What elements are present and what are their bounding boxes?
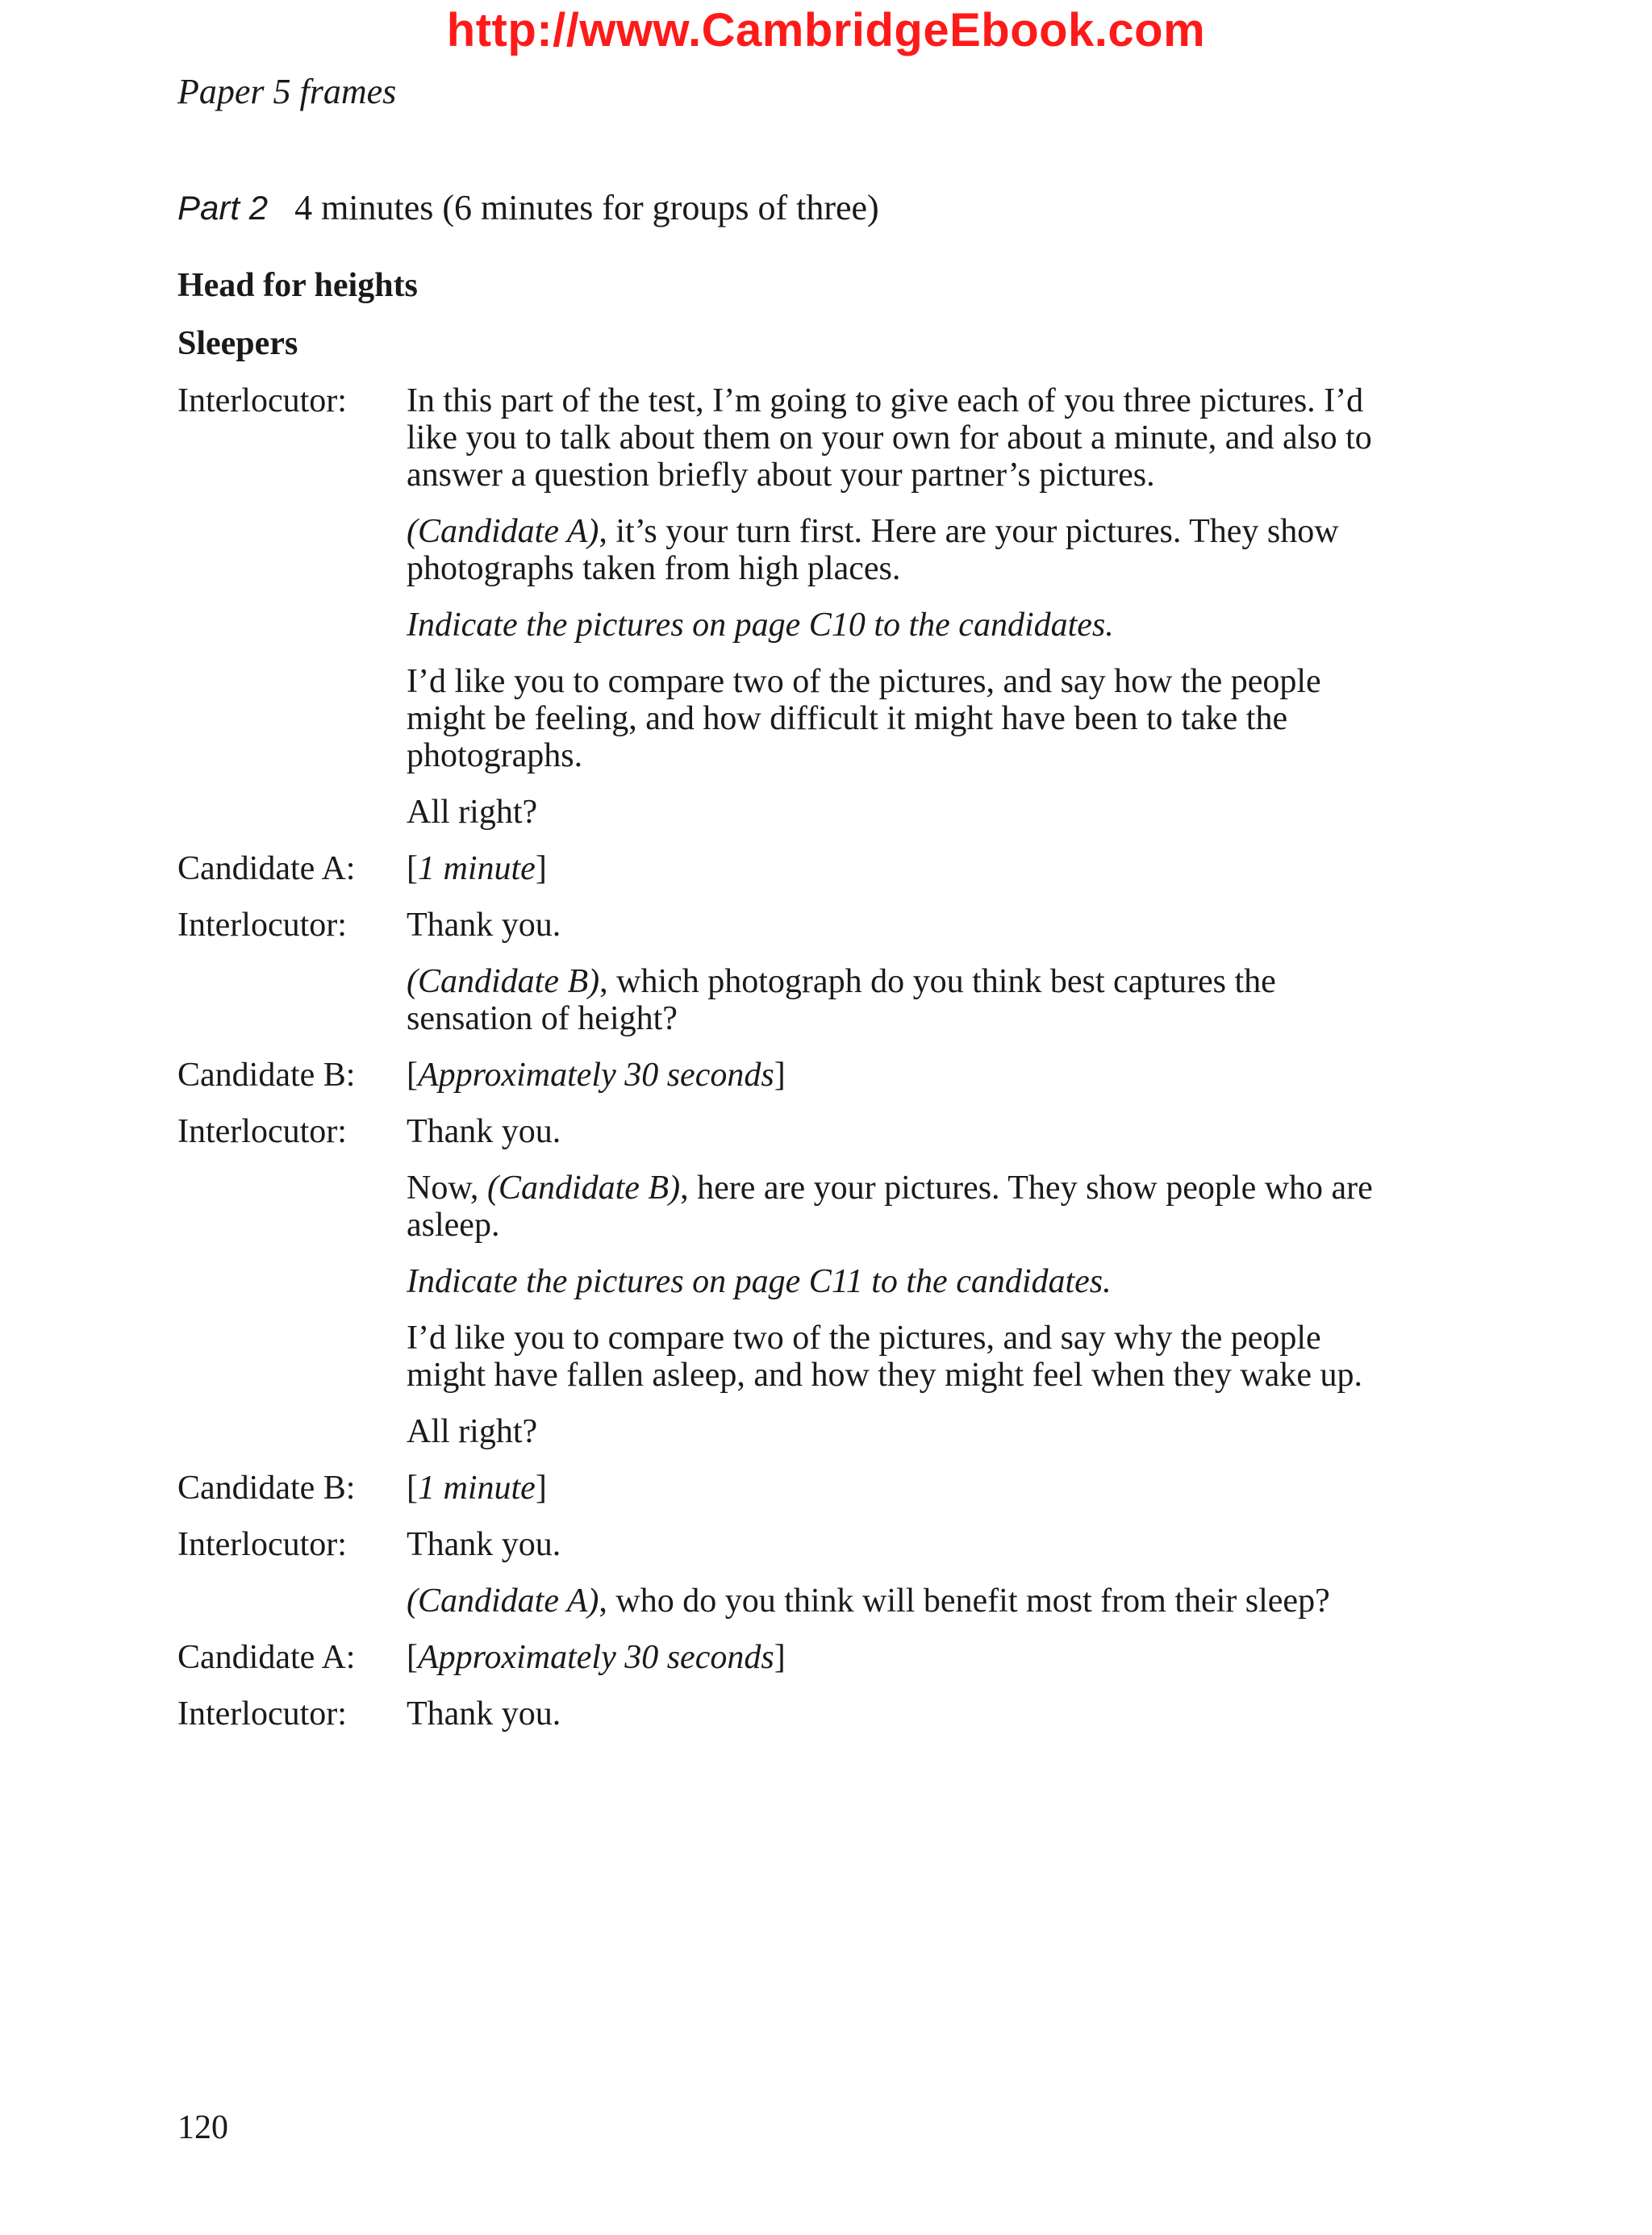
bracket-close: ]	[774, 1639, 786, 1676]
script-body	[177, 382, 1404, 1752]
speaker-label: Interlocutor:	[177, 382, 347, 419]
speaker-label: Interlocutor:	[177, 1526, 347, 1563]
script-paragraph	[407, 963, 1404, 1037]
turn-content	[407, 907, 1404, 1057]
bracket-close: ]	[535, 1470, 547, 1507]
script-paragraph	[407, 1057, 1404, 1094]
script-paragraph	[407, 1526, 1404, 1563]
script-paragraph	[407, 663, 1404, 774]
speaker-label: Candidate A:	[177, 850, 356, 887]
script-paragraph	[407, 794, 1404, 831]
italic-cue: Approximately 30 seconds	[418, 1057, 774, 1094]
speaker-label: Interlocutor:	[177, 907, 347, 944]
paragraph-text: Thank you.	[407, 907, 561, 944]
paragraph-text: Thank you.	[407, 1695, 561, 1733]
script-paragraph	[407, 1320, 1404, 1394]
paragraph-text: Thank you.	[407, 1113, 561, 1150]
script-turn	[177, 1057, 1404, 1113]
task-title-sleepers: Sleepers	[177, 325, 298, 362]
bracket-open: [	[407, 850, 418, 887]
script-paragraph	[407, 1639, 1404, 1676]
part-label: Part 2	[177, 189, 269, 227]
script-paragraph	[407, 1582, 1404, 1620]
task-title-head-for-heights: Head for heights	[177, 267, 418, 304]
text-lead: Now,	[407, 1170, 487, 1207]
italic-cue: (Candidate B)	[407, 963, 600, 1000]
speaker-label: Interlocutor:	[177, 1113, 347, 1150]
script-paragraph	[407, 1695, 1404, 1733]
paragraph-text: I’d like you to compare two of the pictures, and say how the people might be feeling, and how difficult it might have been to take the photographs.	[407, 663, 1321, 774]
italic-cue: Approximately 30 seconds	[418, 1639, 774, 1676]
part-heading	[177, 187, 879, 228]
paragraph-text: , who do you think will benefit most from their sleep?	[599, 1582, 1330, 1620]
examiner-instruction: Indicate the pictures on page C10 to the candidates.	[407, 607, 1114, 644]
paragraph-text: Thank you.	[407, 1526, 561, 1563]
examiner-instruction: Indicate the pictures on page C11 to the candidates.	[407, 1263, 1112, 1300]
script-turn	[177, 382, 1404, 850]
part-timing: 4 minutes (6 minutes for groups of three)	[294, 188, 879, 227]
script-paragraph	[407, 513, 1404, 587]
turn-content	[407, 1526, 1404, 1639]
turn-content	[407, 1639, 1404, 1695]
running-head: Paper 5 frames	[177, 72, 397, 111]
turn-content	[407, 1057, 1404, 1113]
bracket-open: [	[407, 1639, 418, 1676]
turn-content	[407, 1113, 1404, 1470]
script-paragraph	[407, 850, 1404, 887]
italic-cue: (Candidate A)	[407, 1582, 599, 1620]
script-turn	[177, 1470, 1404, 1526]
turn-content	[407, 850, 1404, 907]
script-turn	[177, 1113, 1404, 1470]
turn-content	[407, 1470, 1404, 1526]
script-turn	[177, 1695, 1404, 1752]
italic-cue: 1 minute	[418, 1470, 536, 1507]
paragraph-text: All right?	[407, 1413, 538, 1450]
paragraph-text: In this part of the test, I’m going to give each of you three pictures. I’d like you to talk about them on your own for about a minute, and also to answer a question briefly about your partner’s pictures.	[407, 382, 1372, 494]
script-turn	[177, 850, 1404, 907]
script-turn	[177, 1639, 1404, 1695]
italic-cue: (Candidate A)	[407, 513, 599, 550]
script-paragraph	[407, 1413, 1404, 1450]
script-turn	[177, 907, 1404, 1057]
script-paragraph	[407, 382, 1404, 494]
speaker-label: Candidate A:	[177, 1639, 356, 1676]
turn-content	[407, 382, 1404, 850]
italic-cue: 1 minute	[418, 850, 536, 887]
paragraph-text: , here are your pictures. They show people who are asleep.	[407, 1170, 1373, 1244]
turn-content	[407, 1695, 1404, 1752]
script-paragraph	[407, 1113, 1404, 1150]
bracket-open: [	[407, 1057, 418, 1094]
italic-cue: (Candidate B)	[486, 1170, 681, 1207]
speaker-label: Interlocutor:	[177, 1695, 347, 1733]
bracket-close: ]	[774, 1057, 786, 1094]
script-paragraph	[407, 907, 1404, 944]
paragraph-text: All right?	[407, 794, 538, 831]
script-turn	[177, 1526, 1404, 1639]
speaker-label: Candidate B:	[177, 1057, 356, 1094]
watermark-url: http://www.CambridgeEbook.com	[446, 4, 1206, 56]
bracket-close: ]	[535, 850, 547, 887]
speaker-label: Candidate B:	[177, 1470, 356, 1507]
script-paragraph	[407, 1170, 1404, 1244]
script-paragraph	[407, 1470, 1404, 1507]
page-number: 120	[177, 2109, 228, 2146]
paragraph-text: I’d like you to compare two of the pictures, and say why the people might have fallen asleep, and how they might feel when they wake up.	[407, 1320, 1362, 1394]
bracket-open: [	[407, 1470, 418, 1507]
paragraph-text: , which photograph do you think best captures the sensation of height?	[407, 963, 1276, 1037]
paragraph-text: , it’s your turn first. Here are your pictures. They show photographs taken from high places.	[407, 513, 1339, 587]
